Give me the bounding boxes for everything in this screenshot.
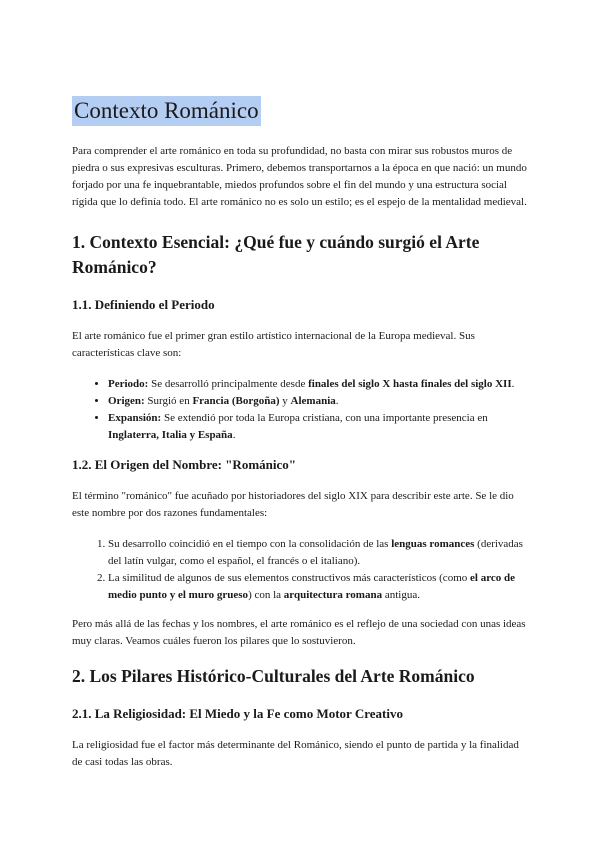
list-item-reason-2	[108, 570, 528, 604]
item-bold: finales del siglo X hasta finales del siglo XII	[308, 378, 512, 390]
item-text: La similitud de algunos de sus elementos constructivos más característicos (como	[108, 572, 470, 584]
section-1-1-heading: 1.1. Definiendo el Periodo	[72, 297, 215, 312]
item-bold: arquitectura romana	[283, 589, 383, 601]
document-content	[72, 96, 528, 785]
item-text: .	[335, 395, 339, 407]
section-1-2-intro: El término "románico" fue acuñado por historiadores del siglo XIX para describir este arte. Se le dio este nombre por dos razones fundamentales:	[72, 490, 514, 519]
section-2-1-intro: La religiosidad fue el factor más determinante del Románico, siendo el punto de partida y la finalidad de casi todas las obras.	[72, 739, 519, 768]
intro-paragraph: Para comprender el arte románico en toda su profundidad, no basta con mirar sus robustos muros de piedra o sus expresivas esculturas. Primero, debemos transportarnos a la época en que nació: un mundo forjado por una fe inquebrantable, miedos profundos sobre el fin del mundo y una estructura social rígida que lo definía todo. El arte románico no es solo un estilo; es el espejo de la mentalidad medieval.	[72, 145, 527, 208]
item-label: Origen:	[108, 395, 145, 407]
section-1-2-outro: Pero más allá de las fechas y los nombres, el arte románico es el reflejo de una sociedad con unas ideas muy claras. Veamos cuáles fueron los pilares que lo sostuvieron.	[72, 618, 526, 647]
item-text: ) con la	[248, 589, 284, 601]
list-item-reason-1	[108, 536, 528, 570]
section-1-2-heading: 1.2. El Origen del Nombre: "Románico"	[72, 457, 296, 472]
section-1-heading: 1. Contexto Esencial: ¿Qué fue y cuándo surgió el Arte Románico?	[72, 232, 480, 277]
section-2-1-heading: 2.1. La Religiosidad: El Miedo y la Fe como Motor Creativo	[72, 706, 403, 721]
reasons-list	[72, 536, 528, 604]
item-text: Su desarrollo coincidió en el tiempo con la consolidación de las	[108, 538, 392, 550]
item-text: .	[511, 378, 515, 390]
list-item-origen	[108, 393, 528, 410]
item-text: (derivadas del latín vulgar, como el español, el francés o el italiano).	[108, 538, 523, 567]
item-text: .	[232, 429, 236, 441]
item-bold: Francia (Borgoña)	[192, 395, 280, 407]
item-bold: Alemania	[290, 395, 336, 407]
item-text: Se desarrolló principalmente desde	[148, 378, 309, 390]
item-bold: lenguas romances	[391, 538, 475, 550]
item-text: Se extendió por toda la Europa cristiana, con una importante presencia en	[161, 412, 488, 424]
item-text: antigua.	[382, 589, 420, 601]
section-2-heading: 2. Los Pilares Histórico-Culturales del Arte Románico	[72, 666, 475, 686]
characteristics-list	[72, 376, 528, 444]
list-item-periodo	[108, 376, 528, 393]
item-text: Surgió en	[144, 395, 193, 407]
item-bold: Inglaterra, Italia y España	[108, 429, 233, 441]
item-label: Expansión:	[108, 412, 162, 424]
item-label: Periodo:	[108, 378, 149, 390]
list-item-expansion	[108, 410, 528, 444]
item-text: y	[279, 395, 291, 407]
section-1-1-intro: El arte románico fue el primer gran estilo artístico internacional de la Europa medieval. Sus características clave son:	[72, 330, 475, 359]
item-bold: el arco de medio punto y el muro grueso	[108, 572, 516, 601]
document-title: Contexto Románico	[72, 96, 261, 126]
